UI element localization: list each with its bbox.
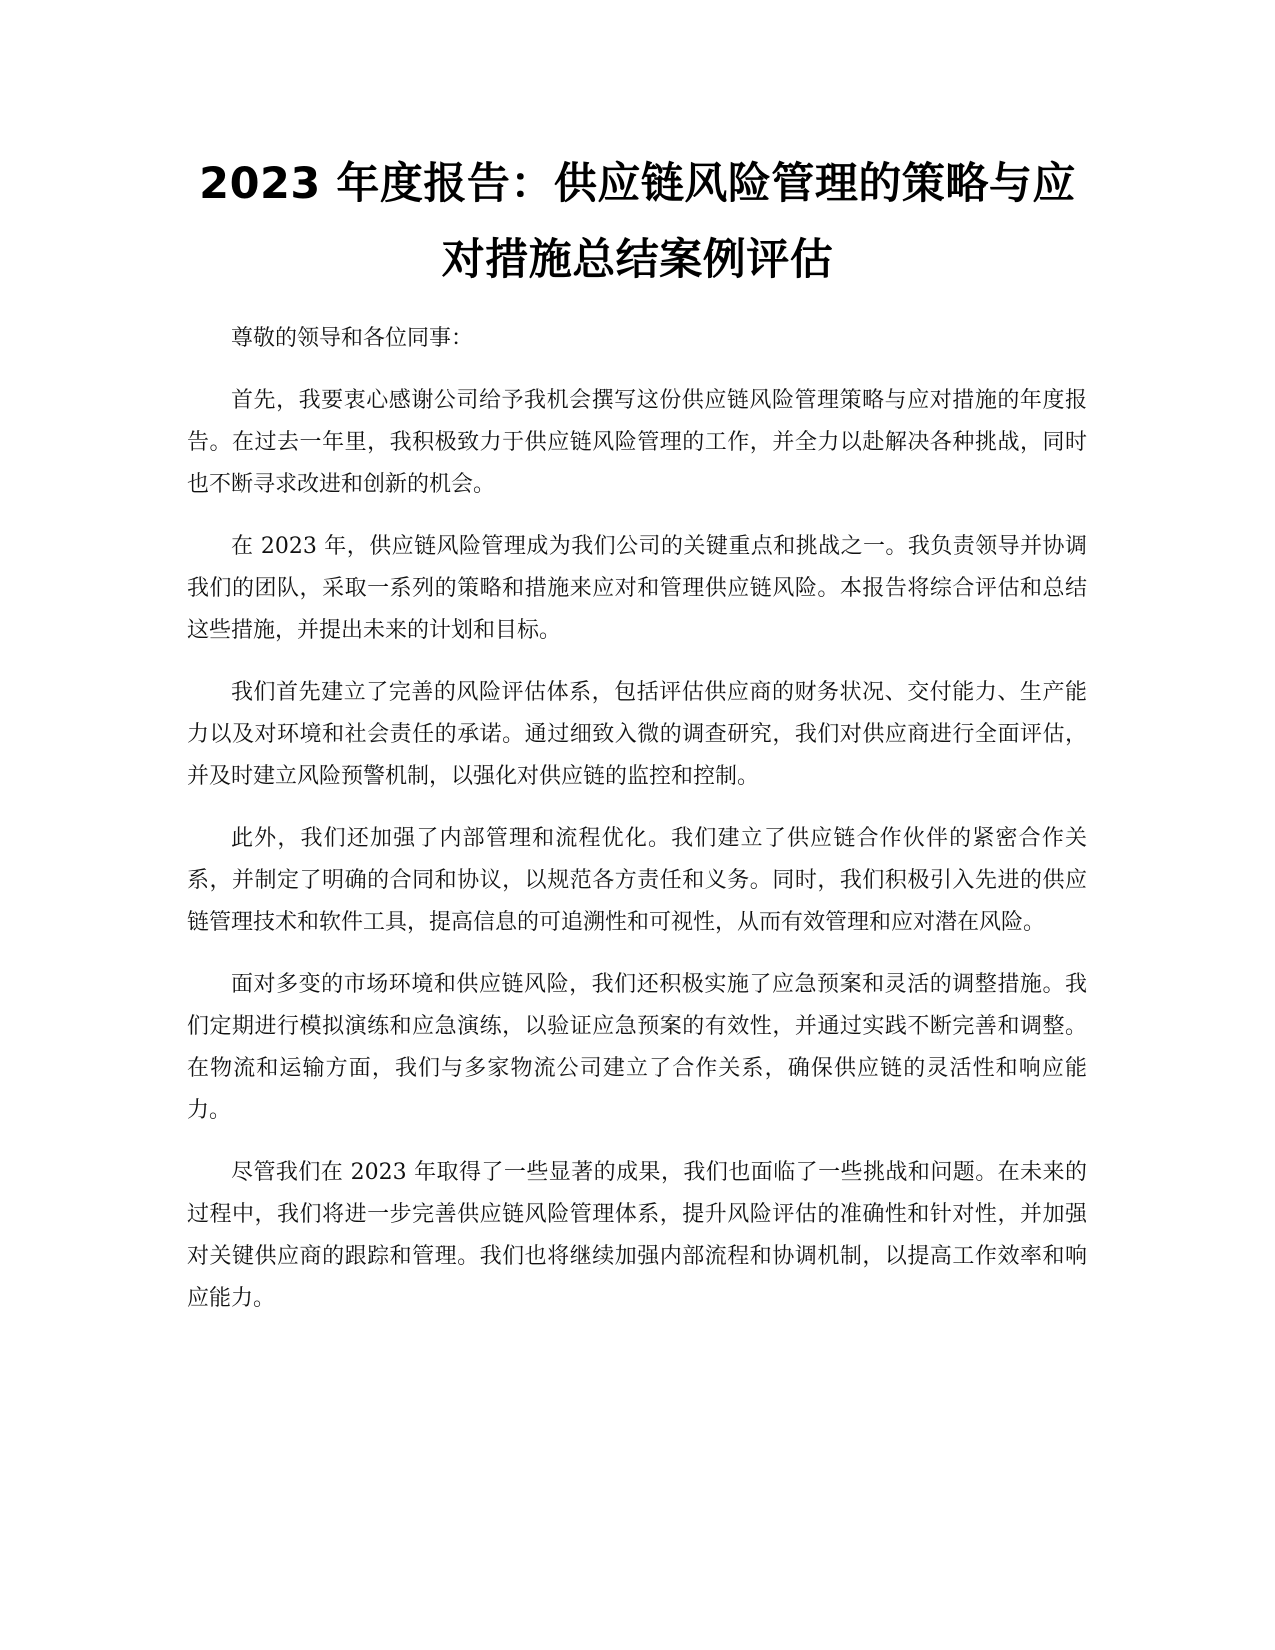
document-title [160, 146, 1115, 298]
paragraph-future-plans: 尽管我们在 2023 年取得了一些显著的成果，我们也面临了一些挑战和问题。在未来的过程中，我们将进一步完善供应链风险管理体系，提升风险评估的准确性和针对性，并加强对关键供应商的跟踪和管理。我们也将继续加强内部流程和协调机制，以提高工作效率和响应能力。 [187, 1160, 1087, 1311]
paragraph-internal-management: 此外，我们还加强了内部管理和流程优化。我们建立了供应链合作伙伴的紧密合作关系，并制定了明确的合同和协议，以规范各方责任和义务。同时，我们积极引入先进的供应链管理技术和软件工具，提高信息的可追溯性和可视性，从而有效管理和应对潜在风险。 [187, 826, 1087, 935]
document-body [187, 318, 1087, 1340]
paragraph-gratitude: 首先，我要衷心感谢公司给予我机会撰写这份供应链风险管理策略与应对措施的年度报告。在过去一年里，我积极致力于供应链风险管理的工作，并全力以赴解决各种挑战，同时也不断寻求改进和创新的机会。 [187, 388, 1087, 497]
paragraph-overview: 在 2023 年，供应链风险管理成为我们公司的关键重点和挑战之一。我负责领导并协调我们的团队，采取一系列的策略和措施来应对和管理供应链风险。本报告将综合评估和总结这些措施，并提出未来的计划和目标。 [187, 534, 1087, 643]
title-line-2: 对措施总结案例评估 [441, 235, 834, 285]
paragraph-risk-assessment: 我们首先建立了完善的风险评估体系，包括评估供应商的财务状况、交付能力、生产能力以及对环境和社会责任的承诺。通过细致入微的调查研究，我们对供应商进行全面评估，并及时建立风险预警机制，以强化对供应链的监控和控制。 [187, 680, 1087, 789]
paragraph-emergency-plans: 面对多变的市场环境和供应链风险，我们还积极实施了应急预案和灵活的调整措施。我们定期进行模拟演练和应急演练，以验证应急预案的有效性，并通过实践不断完善和调整。在物流和运输方面，我们与多家物流公司建立了合作关系，确保供应链的灵活性和响应能力。 [187, 972, 1087, 1123]
title-line-1: 2023 年度报告：供应链风险管理的策略与应 [199, 159, 1076, 209]
salutation: 尊敬的领导和各位同事： [231, 326, 474, 351]
